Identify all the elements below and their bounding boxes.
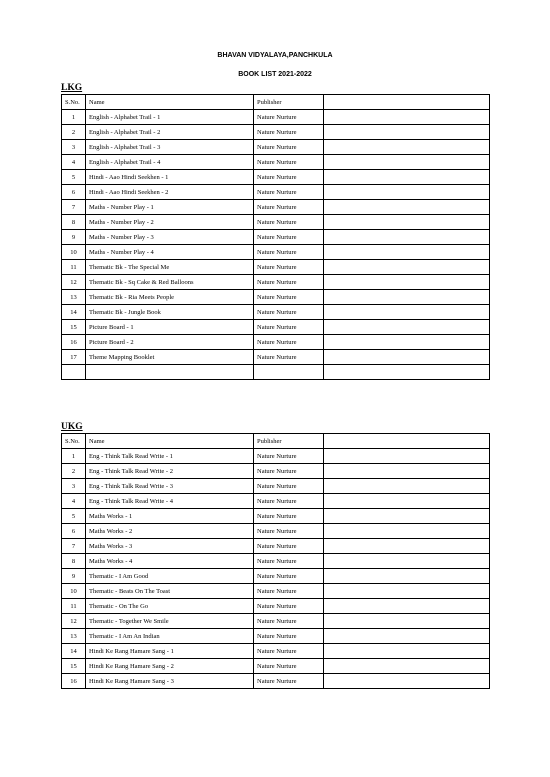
- publisher-cell: Nature Nurture: [254, 260, 324, 275]
- sno-cell: 11: [62, 599, 86, 614]
- sno-cell: 2: [62, 125, 86, 140]
- blank-row: [62, 365, 490, 380]
- sno-cell: 1: [62, 110, 86, 125]
- name-header: Name: [86, 95, 254, 110]
- book-name-cell: Thematic Bk - The Special Me: [86, 260, 254, 275]
- sno-header: S.No.: [62, 434, 86, 449]
- sno-cell: 13: [62, 290, 86, 305]
- empty-cell: [324, 110, 490, 125]
- empty-cell: [324, 614, 490, 629]
- empty-cell: [324, 230, 490, 245]
- sno-cell: 4: [62, 494, 86, 509]
- table-row: [62, 584, 490, 599]
- empty-cell: [62, 365, 86, 380]
- publisher-cell: Nature Nurture: [254, 185, 324, 200]
- sno-cell: 10: [62, 584, 86, 599]
- table-header-row: [62, 95, 490, 110]
- publisher-cell: Nature Nurture: [254, 584, 324, 599]
- book-name-cell: Thematic - Beats On The Toast: [86, 584, 254, 599]
- empty-cell: [324, 449, 490, 464]
- sno-cell: 14: [62, 305, 86, 320]
- publisher-cell: Nature Nurture: [254, 494, 324, 509]
- publisher-cell: Nature Nurture: [254, 629, 324, 644]
- extra-header: [324, 95, 490, 110]
- sno-cell: 8: [62, 554, 86, 569]
- book-name-cell: Thematic - I Am An Indian: [86, 629, 254, 644]
- empty-cell: [324, 305, 490, 320]
- book-name-cell: Hindi Ke Rang Hamare Sang - 1: [86, 644, 254, 659]
- book-name-cell: Maths - Number Play - 3: [86, 230, 254, 245]
- table-row: [62, 140, 490, 155]
- book-name-cell: English - Alphabet Trail - 4: [86, 155, 254, 170]
- sno-cell: 3: [62, 479, 86, 494]
- empty-cell: [324, 320, 490, 335]
- empty-cell: [324, 185, 490, 200]
- book-name-cell: Hindi Ke Rang Hamare Sang - 3: [86, 674, 254, 689]
- empty-cell: [324, 245, 490, 260]
- publisher-cell: Nature Nurture: [254, 170, 324, 185]
- empty-cell: [324, 335, 490, 350]
- table-row: [62, 449, 490, 464]
- table-row: [62, 200, 490, 215]
- table-row: [62, 644, 490, 659]
- publisher-cell: Nature Nurture: [254, 554, 324, 569]
- empty-cell: [324, 479, 490, 494]
- book-name-cell: Maths - Number Play - 2: [86, 215, 254, 230]
- school-name: BHAVAN VIDYALAYA,PANCHKULA: [217, 52, 333, 59]
- book-name-cell: Eng - Think Talk Read Write - 2: [86, 464, 254, 479]
- publisher-cell: Nature Nurture: [254, 614, 324, 629]
- empty-cell: [324, 509, 490, 524]
- table-row: [62, 599, 490, 614]
- ukg-book-table: [61, 433, 490, 689]
- sno-cell: 16: [62, 335, 86, 350]
- publisher-cell: Nature Nurture: [254, 290, 324, 305]
- name-header: Name: [86, 434, 254, 449]
- empty-cell: [324, 494, 490, 509]
- ukg-section-label: UKG: [61, 422, 83, 432]
- sno-cell: 12: [62, 275, 86, 290]
- publisher-header: Publisher: [254, 95, 324, 110]
- sno-cell: 2: [62, 464, 86, 479]
- publisher-cell: Nature Nurture: [254, 464, 324, 479]
- sno-cell: 7: [62, 200, 86, 215]
- table-row: [62, 524, 490, 539]
- sno-cell: 4: [62, 155, 86, 170]
- table-row: [62, 215, 490, 230]
- sno-cell: 3: [62, 140, 86, 155]
- empty-cell: [324, 350, 490, 365]
- table-row: [62, 305, 490, 320]
- table-row: [62, 320, 490, 335]
- book-name-cell: Maths Works - 3: [86, 539, 254, 554]
- publisher-cell: Nature Nurture: [254, 245, 324, 260]
- empty-cell: [324, 539, 490, 554]
- empty-cell: [324, 275, 490, 290]
- book-name-cell: Thematic - On The Go: [86, 599, 254, 614]
- empty-cell: [324, 644, 490, 659]
- table-row: [62, 350, 490, 365]
- sno-cell: 15: [62, 659, 86, 674]
- table-row: [62, 125, 490, 140]
- empty-cell: [324, 599, 490, 614]
- table-row: [62, 275, 490, 290]
- book-name-cell: Maths Works - 2: [86, 524, 254, 539]
- publisher-cell: Nature Nurture: [254, 230, 324, 245]
- book-name-cell: English - Alphabet Trail - 1: [86, 110, 254, 125]
- empty-cell: [324, 215, 490, 230]
- empty-cell: [324, 170, 490, 185]
- table-row: [62, 290, 490, 305]
- empty-cell: [324, 554, 490, 569]
- table-row: [62, 230, 490, 245]
- publisher-cell: Nature Nurture: [254, 200, 324, 215]
- publisher-cell: Nature Nurture: [254, 539, 324, 554]
- table-row: [62, 509, 490, 524]
- publisher-cell: Nature Nurture: [254, 350, 324, 365]
- booklist-title: BOOK LIST 2021-2022: [238, 71, 312, 78]
- book-name-cell: Thematic Bk - Ria Meets People: [86, 290, 254, 305]
- table-header-row: [62, 434, 490, 449]
- empty-cell: [324, 140, 490, 155]
- publisher-cell: Nature Nurture: [254, 305, 324, 320]
- empty-cell: [324, 524, 490, 539]
- publisher-cell: Nature Nurture: [254, 275, 324, 290]
- table-row: [62, 260, 490, 275]
- book-name-cell: Hindi Ke Rang Hamare Sang - 2: [86, 659, 254, 674]
- sno-cell: 12: [62, 614, 86, 629]
- lkg-section-label: LKG: [61, 83, 83, 93]
- book-name-cell: Thematic Bk - Sq Cake & Red Balloons: [86, 275, 254, 290]
- publisher-cell: Nature Nurture: [254, 599, 324, 614]
- sno-header: S.No.: [62, 95, 86, 110]
- empty-cell: [324, 200, 490, 215]
- empty-cell: [254, 365, 324, 380]
- table-row: [62, 245, 490, 260]
- book-name-cell: Maths - Number Play - 1: [86, 200, 254, 215]
- empty-cell: [86, 365, 254, 380]
- publisher-cell: Nature Nurture: [254, 569, 324, 584]
- table-row: [62, 464, 490, 479]
- book-name-cell: Thematic - Together We Smile: [86, 614, 254, 629]
- publisher-header: Publisher: [254, 434, 324, 449]
- empty-cell: [324, 674, 490, 689]
- publisher-cell: Nature Nurture: [254, 644, 324, 659]
- empty-cell: [324, 464, 490, 479]
- publisher-cell: Nature Nurture: [254, 449, 324, 464]
- sno-cell: 11: [62, 260, 86, 275]
- sno-cell: 5: [62, 509, 86, 524]
- empty-cell: [324, 584, 490, 599]
- book-name-cell: Maths Works - 4: [86, 554, 254, 569]
- table-row: [62, 629, 490, 644]
- empty-cell: [324, 125, 490, 140]
- sno-cell: 8: [62, 215, 86, 230]
- sno-cell: 6: [62, 524, 86, 539]
- table-row: [62, 479, 490, 494]
- table-row: [62, 554, 490, 569]
- table-row: [62, 170, 490, 185]
- book-name-cell: Hindi - Aao Hindi Seekhen - 2: [86, 185, 254, 200]
- sno-cell: 13: [62, 629, 86, 644]
- publisher-cell: Nature Nurture: [254, 524, 324, 539]
- table-row: [62, 674, 490, 689]
- table-row: [62, 110, 490, 125]
- book-name-cell: Eng - Think Talk Read Write - 1: [86, 449, 254, 464]
- lkg-book-table: [61, 94, 490, 380]
- table-row: [62, 185, 490, 200]
- book-name-cell: Thematic - I Am Good: [86, 569, 254, 584]
- table-row: [62, 155, 490, 170]
- book-name-cell: Theme Mapping Booklet: [86, 350, 254, 365]
- empty-cell: [324, 659, 490, 674]
- sno-cell: 9: [62, 569, 86, 584]
- table-row: [62, 569, 490, 584]
- table-row: [62, 659, 490, 674]
- book-name-cell: Thematic Bk - Jungle Book: [86, 305, 254, 320]
- publisher-cell: Nature Nurture: [254, 509, 324, 524]
- book-name-cell: Hindi - Aao Hindi Seekhen - 1: [86, 170, 254, 185]
- table-row: [62, 335, 490, 350]
- table-row: [62, 539, 490, 554]
- sno-cell: 9: [62, 230, 86, 245]
- empty-cell: [324, 569, 490, 584]
- ukg-table-body: [62, 434, 490, 689]
- sno-cell: 7: [62, 539, 86, 554]
- publisher-cell: Nature Nurture: [254, 659, 324, 674]
- sno-cell: 6: [62, 185, 86, 200]
- publisher-cell: Nature Nurture: [254, 335, 324, 350]
- book-name-cell: Eng - Think Talk Read Write - 4: [86, 494, 254, 509]
- sno-cell: 17: [62, 350, 86, 365]
- sno-cell: 14: [62, 644, 86, 659]
- empty-cell: [324, 260, 490, 275]
- publisher-cell: Nature Nurture: [254, 125, 324, 140]
- publisher-cell: Nature Nurture: [254, 140, 324, 155]
- book-name-cell: Picture Board - 1: [86, 320, 254, 335]
- book-name-cell: Maths Works - 1: [86, 509, 254, 524]
- table-row: [62, 494, 490, 509]
- lkg-table-body: [62, 95, 490, 380]
- book-name-cell: Picture Board - 2: [86, 335, 254, 350]
- empty-cell: [324, 365, 490, 380]
- book-name-cell: Maths - Number Play - 4: [86, 245, 254, 260]
- publisher-cell: Nature Nurture: [254, 215, 324, 230]
- book-name-cell: English - Alphabet Trail - 2: [86, 125, 254, 140]
- book-name-cell: English - Alphabet Trail - 3: [86, 140, 254, 155]
- publisher-cell: Nature Nurture: [254, 155, 324, 170]
- empty-cell: [324, 629, 490, 644]
- empty-cell: [324, 155, 490, 170]
- sno-cell: 15: [62, 320, 86, 335]
- table-row: [62, 614, 490, 629]
- book-name-cell: Eng - Think Talk Read Write - 3: [86, 479, 254, 494]
- publisher-cell: Nature Nurture: [254, 110, 324, 125]
- sno-cell: 5: [62, 170, 86, 185]
- sno-cell: 1: [62, 449, 86, 464]
- sno-cell: 16: [62, 674, 86, 689]
- publisher-cell: Nature Nurture: [254, 320, 324, 335]
- sno-cell: 10: [62, 245, 86, 260]
- empty-cell: [324, 290, 490, 305]
- publisher-cell: Nature Nurture: [254, 674, 324, 689]
- publisher-cell: Nature Nurture: [254, 479, 324, 494]
- extra-header: [324, 434, 490, 449]
